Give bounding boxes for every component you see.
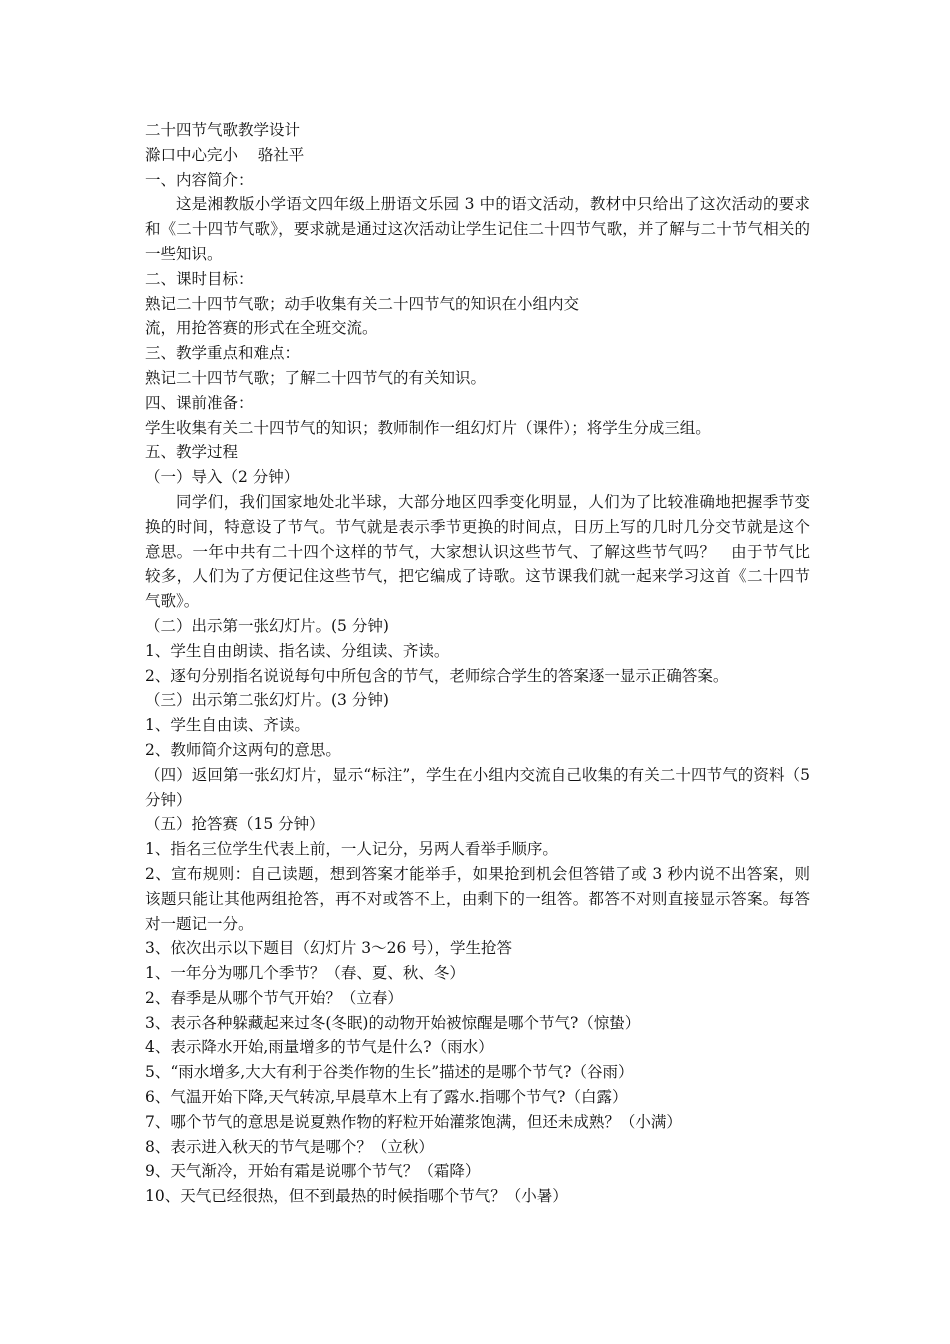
question-item: 5、“雨水增多,大大有利于谷类作物的生长”描述的是哪个节气?（谷雨） xyxy=(145,1063,634,1082)
step-return-slide-paragraph: （四）返回第一张幻灯片，显示“标注”，学生在小组内交流自己收集的有关二十四节气的资料（5 分钟） xyxy=(145,765,815,809)
step-slide-1-item-2: 2、逐句分别指名说说每句中所包含的节气，老师综合学生的答案逐一显示正确答案。 xyxy=(145,666,729,685)
quiz-item-1: 1、指名三位学生代表上前，一人记分，另两人看举手顺序。 xyxy=(145,840,558,859)
step-intro-paragraph: 同学们，我们国家地处北半球，大部分地区四季变化明显，人们为了比较准确地把握季节变换的时间，特意设了节气。节气就是表示季节更换的时间点，日历上写的几时几分交节就是这个意思。一年中共有二十四个这样的节气，大家想认识这些节气、了解这些节气吗？ 由于节气比较多，人们为了方便记住这些节气，把它编成了诗歌。这节课我们就一起来学习这首《二十四节气歌》。 xyxy=(145,492,810,611)
author-line: 滁口中心完小 骆社平 xyxy=(145,145,305,164)
question-item: 10、天气已经很热，但不到最热的时候指哪个节气？（小暑） xyxy=(145,1187,568,1206)
question-item: 3、表示各种躲藏起来过冬(冬眠)的动物开始被惊醒是哪个节气?（惊蛰） xyxy=(145,1013,641,1032)
question-item: 1、一年分为哪几个季节？（春、夏、秋、冬） xyxy=(145,964,465,983)
question-item: 8、表示进入秋天的节气是哪个？（立秋） xyxy=(145,1137,434,1156)
question-item: 9、天气渐冷，开始有霜是说哪个节气？（霜降） xyxy=(145,1162,481,1181)
section-heading-key-points: 三、教学重点和难点： xyxy=(145,344,301,363)
step-heading-intro: （一）导入（2 分钟） xyxy=(145,468,300,487)
section-heading-intro: 一、内容简介： xyxy=(145,170,254,189)
section-heading-preparation: 四、课前准备： xyxy=(145,393,254,412)
question-item: 6、气温开始下降,天气转凉,早晨草木上有了露水.指哪个节气?（白露） xyxy=(145,1088,628,1107)
step-slide-2-item-2: 2、教师简介这两句的意思。 xyxy=(145,740,341,759)
step-slide-1-item-1: 1、学生自由朗读、指名读、分组读、齐读。 xyxy=(145,641,450,660)
quiz-rules: 2、宣布规则：自己读题，想到答案才能举手，如果抢到机会但答错了或 3 秒内说不出答案，则该题只能让其他两组抢答，再不对或答不上，由剩下的一组答。都答不对则直接显示答案。每答对一题记一分。 xyxy=(145,864,810,933)
step-slide-2-item-1: 1、学生自由读、齐读。 xyxy=(145,716,310,735)
preparation-text: 学生收集有关二十四节气的知识；教师制作一组幻灯片（课件）；将学生分成三组。 xyxy=(145,418,711,437)
question-item: 2、春季是从哪个节气开始？（立春） xyxy=(145,988,403,1007)
section-heading-objectives: 二、课时目标： xyxy=(145,269,254,288)
question-item: 7、哪个节气的意思是说夏熟作物的籽粒开始灌浆饱满，但还未成熟？（小满） xyxy=(145,1112,682,1131)
question-item: 4、表示降水开始,雨量增多的节气是什么?（雨水） xyxy=(145,1038,494,1057)
intro-paragraph: 这是湘教版小学语文四年级上册语文乐园 3 中的语文活动，教材中只给出了这次活动的要求和《二十四节气歌》，要求就是通过这次活动让学生记住二十四节气歌，并了解与二十节气相关的一些知识。 xyxy=(145,195,810,263)
quiz-item-3: 3、依次出示以下题目（幻灯片 3～26 号），学生抢答 xyxy=(145,939,513,958)
section-heading-process: 五、教学过程 xyxy=(145,443,239,462)
step-heading-slide-1: （二）出示第一张幻灯片。(5 分钟) xyxy=(145,616,389,635)
document-title: 二十四节气歌教学设计 xyxy=(145,121,301,139)
objectives-line-2: 流，用抢答赛的形式在全班交流。 xyxy=(145,319,378,338)
step-heading-slide-2: （三）出示第二张幻灯片。(3 分钟) xyxy=(145,691,389,710)
objectives-line-1: 熟记二十四节气歌；动手收集有关二十四节气的知识在小组内交 xyxy=(145,294,580,313)
document-page xyxy=(145,118,815,1209)
step-heading-quiz: （五）抢答赛（15 分钟） xyxy=(145,815,325,834)
key-points-text: 熟记二十四节气歌；了解二十四节气的有关知识。 xyxy=(145,368,487,387)
